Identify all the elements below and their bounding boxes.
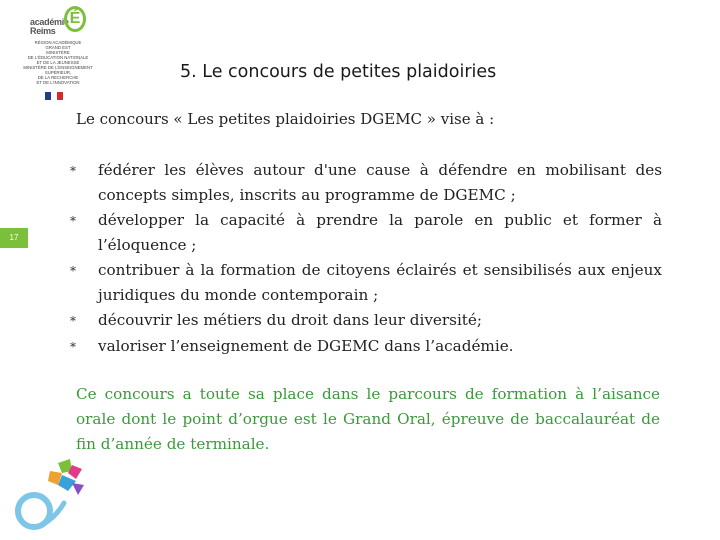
deco-swoosh <box>42 503 64 525</box>
slide-number: 17 <box>0 228 28 248</box>
logo-line: DE L'ÉDUCATION NATIONALE <box>27 55 89 60</box>
logo-line: MINISTÈRE DE L'ENSEIGNEMENT SUPÉRIEUR, <box>23 65 93 75</box>
list-item-text: valoriser l’enseignement de DGEMC dans l’académie. <box>98 337 514 355</box>
conclusion-paragraph: Ce concours a toute sa place dans le parcours de formation à l’aisance orale dont le point d’orgue est le Grand Oral, épreuve de baccalauréat de fin d’année de terminale. <box>76 385 660 453</box>
logo-brand-bottom: Reims <box>30 26 56 36</box>
list-item <box>70 308 662 334</box>
logo-line: ET DE L'INNOVATION <box>36 80 80 85</box>
intro-text: Le concours « Les petites plaidoiries DGEMC » vise à : <box>76 110 495 128</box>
logo-line: ET DE LA JEUNESSE <box>36 60 80 65</box>
decorative-logo-icon <box>6 455 86 535</box>
logo-line: RÉGION ACADÉMIQUE <box>34 40 82 45</box>
logo-ministry-lines <box>22 40 94 85</box>
page-title: 5. Le concours de petites plaidoiries <box>180 62 497 82</box>
deco-shape-purple <box>72 483 84 495</box>
objectives-list <box>70 158 662 360</box>
logo-brand-top: académie <box>30 17 69 27</box>
bullet-marker: * <box>70 340 76 354</box>
flag-stripe-red <box>57 92 63 100</box>
logo-line: DE LA RECHERCHE <box>37 75 79 80</box>
bullet-marker: * <box>70 214 76 228</box>
list-item-text: contribuer à la formation de citoyens éclairés et sensibilisés aux enjeux juridiques du monde contemporain ; <box>98 261 662 304</box>
logo-line: MINISTÈRE <box>46 50 70 55</box>
list-item <box>70 334 662 360</box>
logo-e-icon: É <box>64 6 86 32</box>
list-item <box>70 258 662 308</box>
logo-wordmark <box>30 18 69 36</box>
list-item-text: développer la capacité à prendre la parole en public et former à l’éloquence ; <box>98 211 662 254</box>
deco-shape-blue <box>58 475 76 491</box>
bullet-marker: * <box>70 164 76 178</box>
bullet-marker: * <box>70 264 76 278</box>
french-flag-icon <box>45 92 63 100</box>
list-item <box>70 208 662 258</box>
list-item-text: fédérer les élèves autour d'une cause à défendre en mobilisant des concepts simples, inscrits au programme de DGEMC ; <box>98 161 662 204</box>
bullet-marker: * <box>70 314 76 328</box>
list-item-text: découvrir les métiers du droit dans leur diversité; <box>98 311 483 329</box>
logo-line: GRAND EST <box>45 45 71 50</box>
academie-logo <box>12 6 94 98</box>
list-item <box>70 158 662 208</box>
